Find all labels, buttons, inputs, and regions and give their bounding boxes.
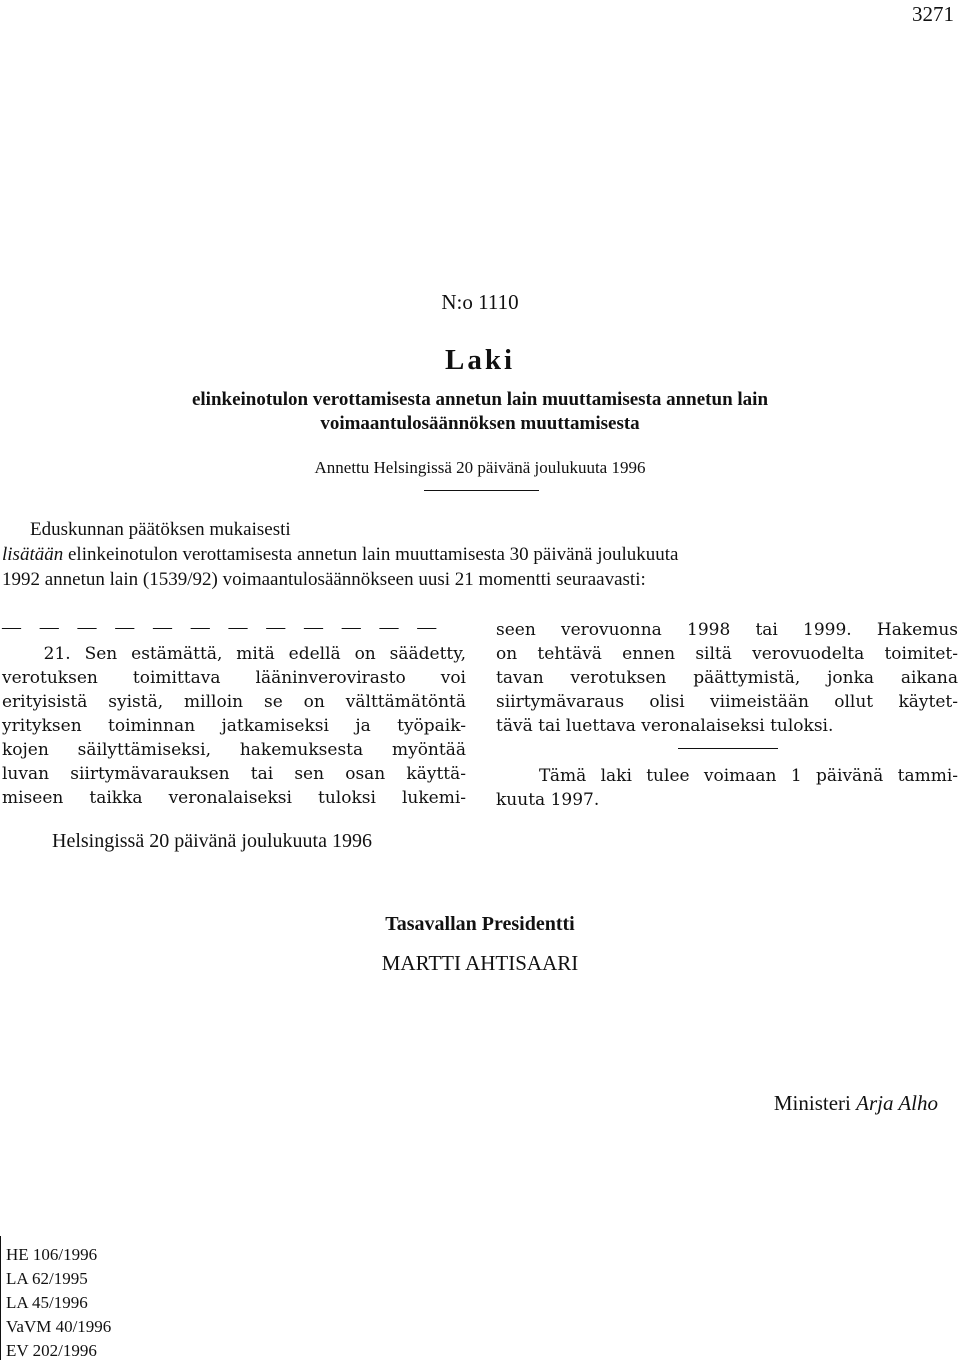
reference-item: LA 45/1996 <box>6 1293 88 1312</box>
column-line: seen verovuonna 1998 tai 1999. Hakemus <box>496 620 958 640</box>
reference-item: VaVM 40/1996 <box>6 1317 112 1336</box>
divider-rule <box>424 490 539 491</box>
column-line: yrityksen toiminnan jatkamiseksi ja työpaik- <box>2 716 466 736</box>
divider-rule <box>678 748 778 749</box>
preamble-line: 1992 annetun lain (1539/92) voimaantulosäännökseen uusi 21 momentti seuraavasti: <box>2 569 646 590</box>
preamble-line <box>2 542 950 567</box>
column-line: luvan siirtymävarauksen tai sen osan käyttä- <box>2 764 466 784</box>
preamble-line-text: elinkeinotulon verottamisesta annetun lain muuttamisesta 30 päivänä joulukuuta <box>63 544 679 565</box>
minister-name: Arja Alho <box>856 1091 938 1115</box>
column-line: kojen säilyttämiseksi, hakemuksesta myöntää <box>2 740 466 760</box>
issued-date: Annettu Helsingissä 20 päivänä joulukuuta 1996 <box>314 458 646 477</box>
right-column <box>496 618 958 738</box>
place-date: Helsingissä 20 päivänä joulukuuta 1996 <box>52 830 372 852</box>
minister-label: Ministeri <box>773 1091 851 1115</box>
left-column <box>2 642 466 810</box>
minister-signature <box>774 1091 938 1116</box>
reference-item: LA 62/1995 <box>6 1269 88 1288</box>
law-title: Laki <box>444 344 516 376</box>
subtitle-line: elinkeinotulon verottamisesta annetun lain muuttamisesta annetun lain <box>191 389 769 410</box>
column-line: verotuksen toimittava lääninverovirasto voi <box>2 668 466 688</box>
column-line: siirtymävaraus olisi viimeistään ollut käytet- <box>496 692 958 712</box>
column-line: kuuta 1997. <box>496 790 600 810</box>
preamble-italic-verb: lisätään <box>2 544 64 565</box>
president-name: MARTTI AHTISAARI <box>381 951 579 975</box>
subtitle-line: voimaantulosäännöksen muuttamisesta <box>320 413 640 434</box>
column-line: 21. Sen estämättä, mitä edellä on säädetty, <box>2 644 466 664</box>
column-line: tävä tai luettava veronalaiseksi tuloksi. <box>496 716 834 736</box>
column-line: erityisistä syistä, milloin se on välttämätöntä <box>2 692 466 712</box>
column-line: Tämä laki tulee voimaan 1 päivänä tammi- <box>496 766 958 786</box>
entry-into-force <box>496 764 958 812</box>
column-line: tavan verotuksen päättymistä, jonka aikana <box>496 668 958 688</box>
statute-number: N:o 1110 <box>441 290 519 314</box>
reference-item: EV 202/1996 <box>6 1341 97 1360</box>
president-title: Tasavallan Presidentti <box>385 913 575 935</box>
omission-dashes: — — — — — — — — — — — — <box>2 617 444 638</box>
column-line: on tehtävä ennen siltä verovuodelta toimitet- <box>496 644 958 664</box>
references-frame <box>0 1236 1 1360</box>
page-number: 3271 <box>912 2 954 26</box>
preamble <box>2 517 950 592</box>
legislative-references <box>6 1243 111 1363</box>
column-line: miseen taikka veronalaiseksi tuloksi lukemi- <box>2 788 466 808</box>
reference-item: HE 106/1996 <box>6 1245 98 1264</box>
law-subtitle <box>0 388 960 436</box>
preamble-line: Eduskunnan päätöksen mukaisesti <box>30 519 291 540</box>
